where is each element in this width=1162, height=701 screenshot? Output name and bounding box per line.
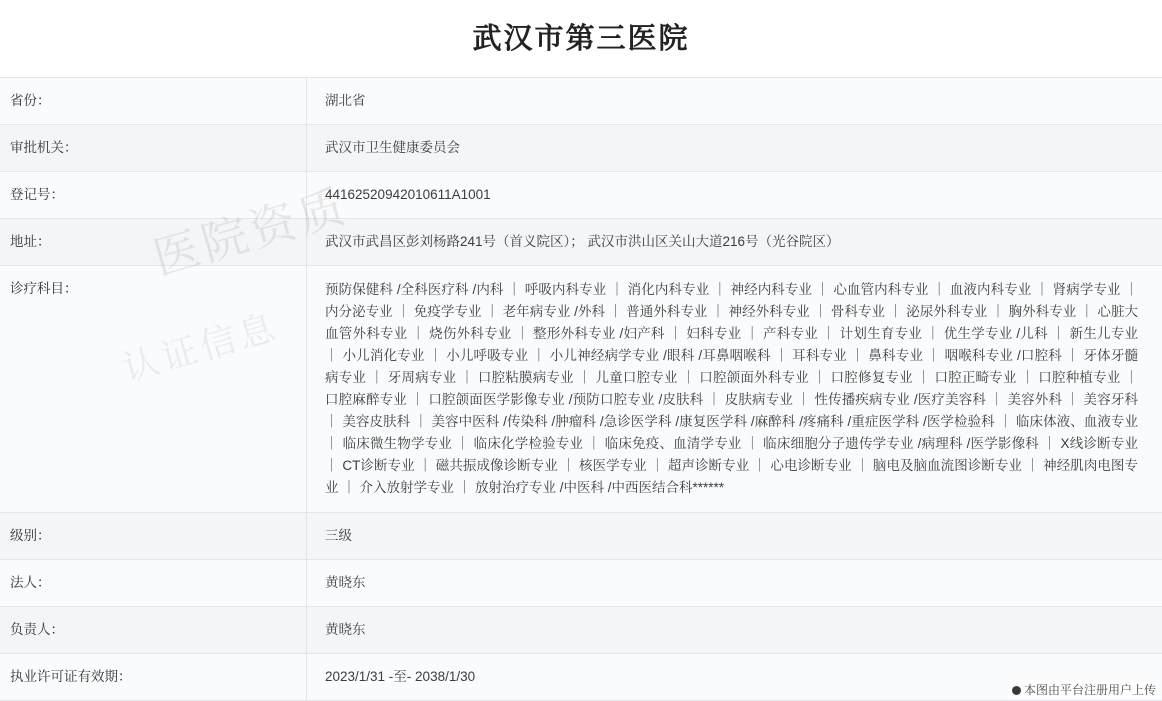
table-row [0, 653, 1162, 700]
table-row [0, 124, 1162, 171]
row-label: 诊疗科目： [0, 265, 307, 512]
row-value: 黄晓东 [307, 606, 1162, 653]
row-value: 武汉市卫生健康委员会 [307, 124, 1162, 171]
row-label: 登记号： [0, 171, 307, 218]
table-row [0, 559, 1162, 606]
row-label: 审批机关： [0, 124, 307, 171]
row-value: 湖北省 [307, 77, 1162, 124]
hospital-info-table [0, 77, 1162, 701]
table-row [0, 77, 1162, 124]
row-label: 省份： [0, 77, 307, 124]
table-row [0, 512, 1162, 559]
bullet-icon [1012, 686, 1021, 695]
table-row [0, 218, 1162, 265]
table-row [0, 606, 1162, 653]
page-title: 武汉市第三医院 [0, 0, 1162, 77]
table-body [0, 77, 1162, 700]
row-value: 三级 [307, 512, 1162, 559]
row-value: 黄晓东 [307, 559, 1162, 606]
row-value: 预防保健科 /全科医疗科 /内科 ｜ 呼吸内科专业 ｜ 消化内科专业 ｜ 神经内科专业 ｜ 心血管内科专业 ｜ 血液内科专业 ｜ 肾病学专业 ｜ 内分泌专业 ｜ 免疫学专业 ｜ 老年病专业 /外科 ｜ 普通外科专业 ｜ 神经外科专业 ｜ 骨科专业 ｜ 泌尿外科专业 ｜ 胸外科专业 ｜ 心脏大血管外科专业 ｜ 烧伤外科专业 ｜ 整形外科专业 /妇产科 ｜ 妇科专业 ｜ 产科专业 ｜ 计划生育专业 ｜ 优生学专业 /儿科 ｜ 新生儿专业 ｜ 小儿消化专业 ｜ 小儿呼吸专业 ｜ 小儿神经病学专业 /眼科 /耳鼻咽喉科 ｜ 耳科专业 ｜ 鼻科专业 ｜ 咽喉科专业 /口腔科 ｜ 牙体牙髓病专业 ｜ 牙周病专业 ｜ 口腔粘膜病专业 ｜ 儿童口腔专业 ｜ 口腔颌面外科专业 ｜ 口腔修复专业 ｜ 口腔正畸专业 ｜ 口腔种植专业 ｜ 口腔麻醉专业 ｜ 口腔颌面医学影像专业 /预防口腔专业 /皮肤科 ｜ 皮肤病专业 ｜ 性传播疾病专业 /医疗美容科 ｜ 美容外科 ｜ 美容牙科 ｜ 美容皮肤科 ｜ 美容中医科 /传染科 /肿瘤科 /急诊医学科 /康复医学科 /麻醉科 /疼痛科 /重症医学科 /医学检验科 ｜ 临床体液、血液专业 ｜ 临床微生物学专业 ｜ 临床化学检验专业 ｜ 临床免疫、血清学专业 ｜ 临床细胞分子遗传学专业 /病理科 /医学影像科 ｜ X线诊断专业 ｜ CT诊断专业 ｜ 磁共振成像诊断专业 ｜ 核医学专业 ｜ 超声诊断专业 ｜ 心电诊断专业 ｜ 脑电及脑血流图诊断专业 ｜ 神经肌肉电图专业 ｜ 介入放射学专业 ｜ 放射治疗专业 /中医科 /中西医结合科****** [307, 265, 1162, 512]
row-label: 级别： [0, 512, 307, 559]
row-label: 法人： [0, 559, 307, 606]
upload-note-text: 本图由平台注册用户上传 [1024, 683, 1156, 697]
row-value: 2023/1/31 -至- 2038/1/30 [307, 653, 1162, 700]
row-label: 负责人： [0, 606, 307, 653]
row-value: 武汉市武昌区彭刘杨路241号（首义院区）； 武汉市洪山区关山大道216号（光谷院区） [307, 218, 1162, 265]
row-label: 执业许可证有效期： [0, 653, 307, 700]
row-value: 44162520942010611A1001 [307, 171, 1162, 218]
table-row [0, 171, 1162, 218]
table-row [0, 265, 1162, 512]
upload-note [1010, 680, 1158, 699]
row-label: 地址： [0, 218, 307, 265]
